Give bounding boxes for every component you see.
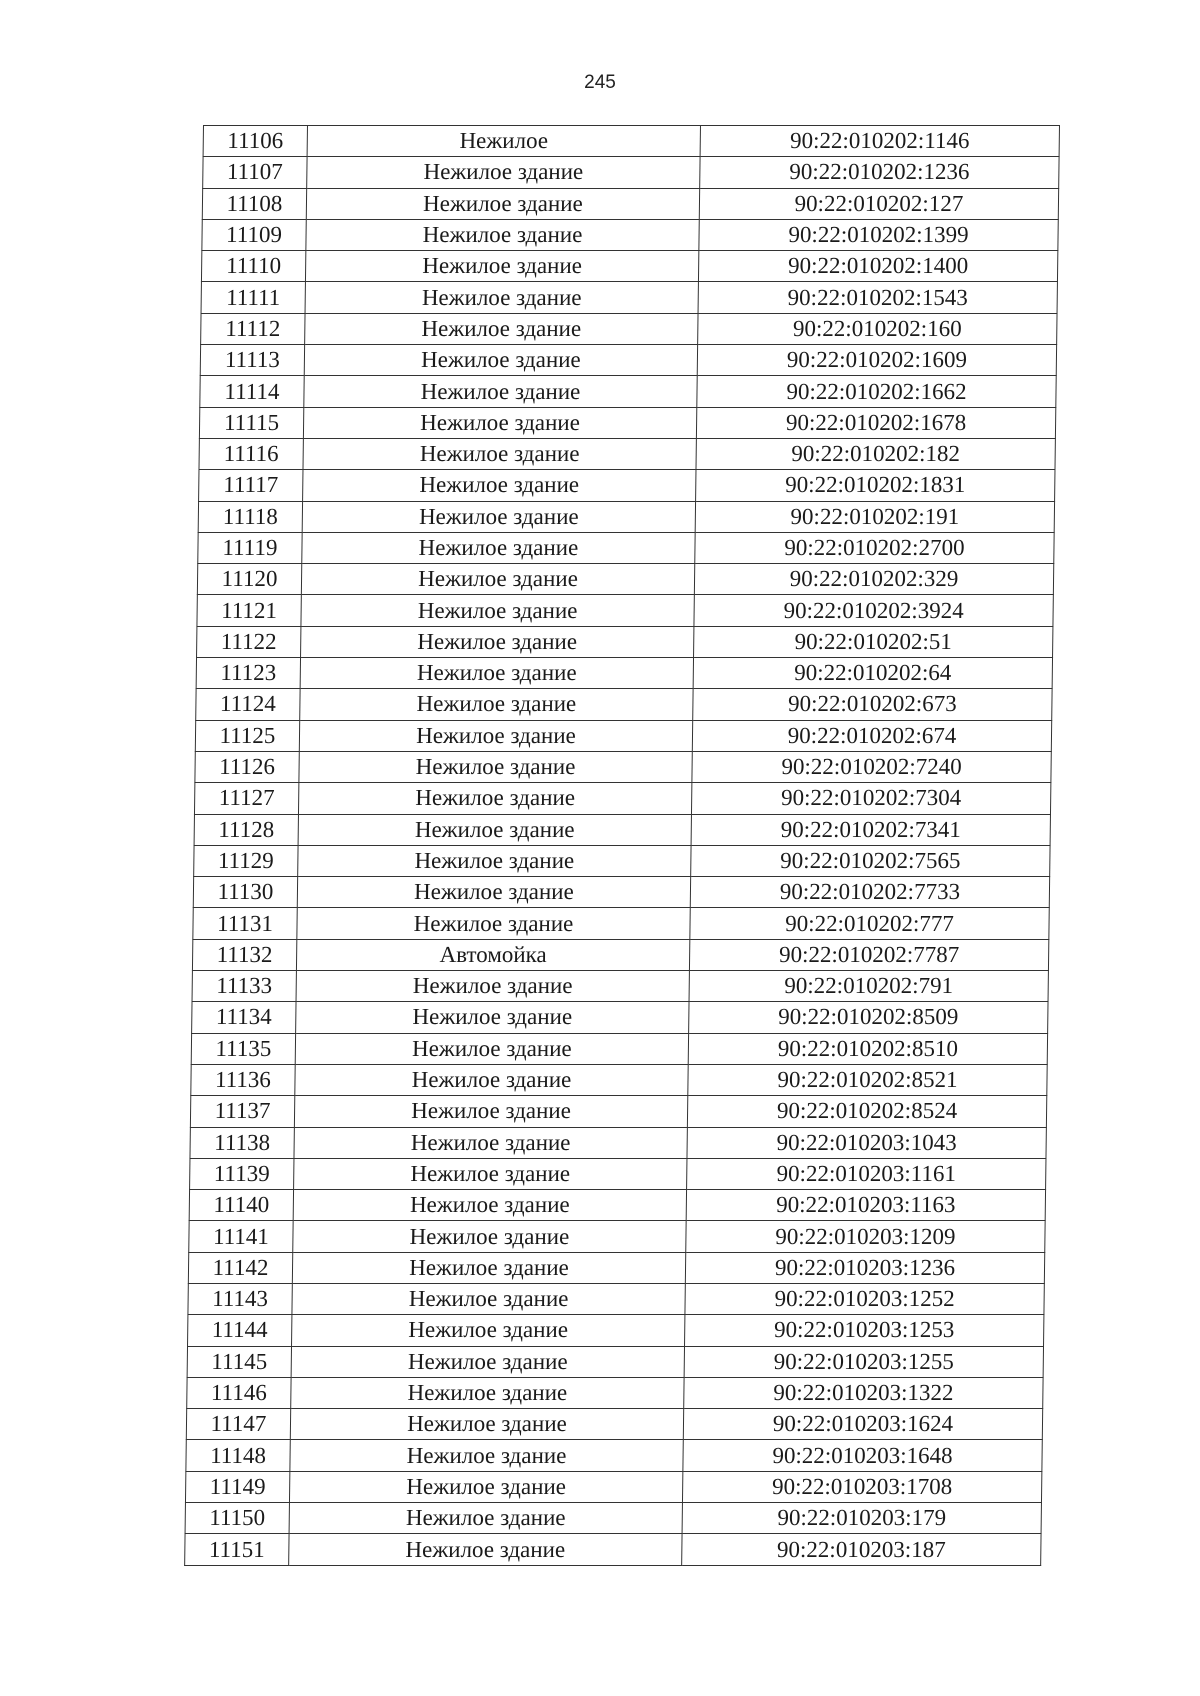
- object-name-cell: Нежилое здание: [296, 1002, 689, 1033]
- row-number-cell: 11137: [190, 1096, 294, 1127]
- row-number-cell: 11131: [193, 908, 297, 939]
- row-number-cell: 11119: [198, 532, 302, 563]
- table-row: [194, 814, 1050, 845]
- row-number-cell: 11116: [199, 438, 303, 469]
- table-row: [202, 219, 1058, 250]
- row-number-cell: 11146: [187, 1377, 291, 1408]
- row-number-cell: 11112: [201, 313, 305, 344]
- cadastral-number-cell: 90:22:010203:179: [682, 1503, 1041, 1534]
- object-name-cell: Нежилое здание: [305, 313, 698, 344]
- row-number-cell: 11124: [196, 689, 300, 720]
- row-number-cell: 11126: [195, 751, 299, 782]
- table-row: [185, 1503, 1041, 1534]
- table-row: [186, 1440, 1042, 1471]
- row-number-cell: 11134: [192, 1002, 296, 1033]
- object-name-cell: Нежилое здание: [298, 845, 691, 876]
- object-name-cell: Нежилое здание: [305, 251, 698, 282]
- table-row: [190, 1096, 1046, 1127]
- table-row: [194, 845, 1050, 876]
- table-row: [201, 251, 1057, 282]
- table-row: [199, 407, 1055, 438]
- row-number-cell: 11150: [185, 1503, 289, 1534]
- object-name-cell: Нежилое здание: [306, 188, 699, 219]
- object-name-cell: Нежилое здание: [291, 1377, 684, 1408]
- object-name-cell: Нежилое здание: [294, 1158, 687, 1189]
- row-number-cell: 11114: [200, 376, 304, 407]
- object-name-cell: Нежилое здание: [299, 720, 692, 751]
- cadastral-number-cell: 90:22:010203:1163: [686, 1190, 1045, 1221]
- table-row: [195, 720, 1051, 751]
- table-row: [197, 626, 1053, 657]
- table-row: [202, 188, 1058, 219]
- cadastral-number-cell: 90:22:010202:7240: [692, 751, 1051, 782]
- table-row: [199, 470, 1055, 501]
- object-name-cell: Нежилое здание: [293, 1221, 686, 1252]
- cadastral-number-cell: 90:22:010202:1399: [699, 219, 1058, 250]
- object-name-cell: Нежилое здание: [303, 470, 696, 501]
- object-name-cell: Нежилое здание: [291, 1346, 684, 1377]
- table-row: [187, 1346, 1043, 1377]
- row-number-cell: 11121: [197, 595, 301, 626]
- row-number-cell: 11117: [199, 470, 303, 501]
- table-row: [196, 658, 1052, 689]
- table-row: [203, 126, 1059, 157]
- cadastral-number-cell: 90:22:010203:1322: [684, 1377, 1043, 1408]
- cadastral-number-cell: 90:22:010202:1662: [697, 376, 1056, 407]
- row-number-cell: 11115: [199, 407, 303, 438]
- table-row: [187, 1377, 1043, 1408]
- row-number-cell: 11118: [198, 501, 302, 532]
- cadastral-number-cell: 90:22:010202:127: [699, 188, 1058, 219]
- cadastral-number-cell: 90:22:010202:1831: [696, 470, 1055, 501]
- cadastral-number-cell: 90:22:010202:7341: [691, 814, 1050, 845]
- table-row: [201, 282, 1057, 313]
- row-number-cell: 11135: [191, 1033, 295, 1064]
- row-number-cell: 11132: [192, 939, 296, 970]
- object-name-cell: Нежилое: [307, 126, 700, 157]
- table-row: [200, 345, 1056, 376]
- row-number-cell: 11140: [189, 1190, 293, 1221]
- row-number-cell: 11139: [190, 1158, 294, 1189]
- object-name-cell: Нежилое здание: [303, 407, 696, 438]
- row-number-cell: 11127: [194, 783, 298, 814]
- row-number-cell: 11130: [193, 877, 297, 908]
- object-name-cell: Нежилое здание: [303, 438, 696, 469]
- object-name-cell: Нежилое здание: [302, 501, 695, 532]
- row-number-cell: 11142: [188, 1252, 292, 1283]
- cadastral-number-cell: 90:22:010203:1209: [686, 1221, 1045, 1252]
- table-row: [203, 157, 1059, 188]
- row-number-cell: 11108: [202, 188, 306, 219]
- cadastral-number-cell: 90:22:010202:51: [694, 626, 1053, 657]
- row-number-cell: 11125: [195, 720, 299, 751]
- object-name-cell: Нежилое здание: [295, 1064, 688, 1095]
- row-number-cell: 11133: [192, 971, 296, 1002]
- row-number-cell: 11136: [191, 1064, 295, 1095]
- cadastral-number-cell: 90:22:010202:160: [698, 313, 1057, 344]
- object-name-cell: Нежилое здание: [294, 1096, 687, 1127]
- row-number-cell: 11106: [203, 126, 307, 157]
- row-number-cell: 11110: [201, 251, 305, 282]
- cadastral-number-cell: 90:22:010202:1146: [700, 126, 1059, 157]
- cadastral-number-cell: 90:22:010202:64: [693, 658, 1052, 689]
- cadastral-number-cell: 90:22:010203:1648: [683, 1440, 1042, 1471]
- row-number-cell: 11128: [194, 814, 298, 845]
- cadastral-number-cell: 90:22:010203:1043: [687, 1127, 1046, 1158]
- row-number-cell: 11129: [194, 845, 298, 876]
- cadastral-number-cell: 90:22:010202:7565: [691, 845, 1050, 876]
- table-row: [189, 1221, 1045, 1252]
- cadastral-number-cell: 90:22:010203:1236: [685, 1252, 1044, 1283]
- row-number-cell: 11111: [201, 282, 305, 313]
- row-number-cell: 11120: [197, 564, 301, 595]
- row-number-cell: 11147: [186, 1409, 290, 1440]
- row-number-cell: 11143: [188, 1283, 292, 1314]
- row-number-cell: 11145: [187, 1346, 291, 1377]
- object-name-cell: Нежилое здание: [298, 814, 691, 845]
- object-name-cell: Нежилое здание: [292, 1315, 685, 1346]
- cadastral-number-cell: 90:22:010202:777: [690, 908, 1049, 939]
- cadastral-number-cell: 90:22:010202:1609: [697, 345, 1056, 376]
- cadastral-number-cell: 90:22:010202:191: [695, 501, 1054, 532]
- cadastral-number-cell: 90:22:010202:8524: [687, 1096, 1046, 1127]
- property-table-body: [185, 126, 1060, 1566]
- cadastral-number-cell: 90:22:010202:8521: [688, 1064, 1047, 1095]
- table-row: [197, 564, 1053, 595]
- object-name-cell: Нежилое здание: [304, 376, 697, 407]
- cadastral-number-cell: 90:22:010202:1400: [698, 251, 1057, 282]
- table-row: [195, 751, 1051, 782]
- row-number-cell: 11109: [202, 219, 306, 250]
- cadastral-number-cell: 90:22:010203:1253: [685, 1315, 1044, 1346]
- cadastral-number-cell: 90:22:010202:1678: [696, 407, 1055, 438]
- table-row: [191, 1033, 1047, 1064]
- table-row: [197, 595, 1053, 626]
- row-number-cell: 11141: [189, 1221, 293, 1252]
- object-name-cell: Нежилое здание: [293, 1190, 686, 1221]
- cadastral-number-cell: 90:22:010202:329: [694, 564, 1053, 595]
- table-row: [189, 1190, 1045, 1221]
- cadastral-number-cell: 90:22:010202:791: [689, 971, 1048, 1002]
- cadastral-number-cell: 90:22:010202:182: [696, 438, 1055, 469]
- cadastral-number-cell: 90:22:010202:1236: [700, 157, 1059, 188]
- object-name-cell: Нежилое здание: [295, 1033, 688, 1064]
- cadastral-number-cell: 90:22:010202:7733: [690, 877, 1049, 908]
- object-name-cell: Нежилое здание: [296, 971, 689, 1002]
- table-row: [194, 783, 1050, 814]
- row-number-cell: 11151: [185, 1534, 289, 1565]
- object-name-cell: Нежилое здание: [290, 1440, 683, 1471]
- object-name-cell: Нежилое здание: [301, 595, 694, 626]
- cadastral-number-cell: 90:22:010203:1255: [684, 1346, 1043, 1377]
- cadastral-number-cell: 90:22:010203:1708: [682, 1471, 1041, 1502]
- row-number-cell: 11113: [200, 345, 304, 376]
- object-name-cell: Нежилое здание: [300, 658, 693, 689]
- row-number-cell: 11107: [203, 157, 307, 188]
- object-name-cell: Нежилое здание: [292, 1283, 685, 1314]
- cadastral-number-cell: 90:22:010202:8510: [688, 1033, 1047, 1064]
- table-row: [196, 689, 1052, 720]
- object-name-cell: Нежилое здание: [301, 564, 694, 595]
- cadastral-number-cell: 90:22:010202:7304: [691, 783, 1050, 814]
- cadastral-number-cell: 90:22:010202:2700: [695, 532, 1054, 563]
- cadastral-number-cell: 90:22:010203:1252: [685, 1283, 1044, 1314]
- object-name-cell: Нежилое здание: [297, 877, 690, 908]
- object-name-cell: Нежилое здание: [299, 751, 692, 782]
- cadastral-number-cell: 90:22:010202:1543: [698, 282, 1057, 313]
- table-row: [198, 532, 1054, 563]
- row-number-cell: 11144: [188, 1315, 292, 1346]
- table-row: [185, 1534, 1041, 1565]
- object-name-cell: Автомойка: [296, 939, 689, 970]
- table-row: [190, 1158, 1046, 1189]
- table-row: [188, 1283, 1044, 1314]
- cadastral-number-cell: 90:22:010203:1624: [683, 1409, 1042, 1440]
- table-row: [191, 1064, 1047, 1095]
- object-name-cell: Нежилое здание: [304, 345, 697, 376]
- table-row: [186, 1409, 1042, 1440]
- object-name-cell: Нежилое здание: [302, 532, 695, 563]
- cadastral-number-cell: 90:22:010202:3924: [694, 595, 1053, 626]
- table-row: [190, 1127, 1046, 1158]
- row-number-cell: 11122: [197, 626, 301, 657]
- page-number: 245: [584, 72, 616, 93]
- table-row: [192, 1002, 1048, 1033]
- cadastral-number-cell: 90:22:010202:7787: [689, 939, 1048, 970]
- table-row: [198, 501, 1054, 532]
- table-row: [193, 908, 1049, 939]
- object-name-cell: Нежилое здание: [289, 1503, 682, 1534]
- object-name-cell: Нежилое здание: [292, 1252, 685, 1283]
- table-row: [200, 376, 1056, 407]
- row-number-cell: 11138: [190, 1127, 294, 1158]
- table-row: [192, 971, 1048, 1002]
- object-name-cell: Нежилое здание: [305, 282, 698, 313]
- row-number-cell: 11149: [185, 1471, 289, 1502]
- object-name-cell: Нежилое здание: [289, 1534, 682, 1565]
- property-table: [184, 125, 1060, 1566]
- table-row: [199, 438, 1055, 469]
- object-name-cell: Нежилое здание: [300, 689, 693, 720]
- cadastral-number-cell: 90:22:010202:674: [692, 720, 1051, 751]
- object-name-cell: Нежилое здание: [290, 1409, 683, 1440]
- table-row: [192, 939, 1048, 970]
- table-row: [193, 877, 1049, 908]
- cadastral-number-cell: 90:22:010203:187: [682, 1534, 1041, 1565]
- object-name-cell: Нежилое здание: [297, 908, 690, 939]
- table-row: [188, 1315, 1044, 1346]
- object-name-cell: Нежилое здание: [298, 783, 691, 814]
- table-row: [185, 1471, 1041, 1502]
- table-row: [201, 313, 1057, 344]
- table-row: [188, 1252, 1044, 1283]
- cadastral-number-cell: 90:22:010202:8509: [689, 1002, 1048, 1033]
- cadastral-number-cell: 90:22:010202:673: [693, 689, 1052, 720]
- object-name-cell: Нежилое здание: [306, 219, 699, 250]
- object-name-cell: Нежилое здание: [307, 157, 700, 188]
- row-number-cell: 11148: [186, 1440, 290, 1471]
- cadastral-number-cell: 90:22:010203:1161: [687, 1158, 1046, 1189]
- object-name-cell: Нежилое здание: [289, 1471, 682, 1502]
- object-name-cell: Нежилое здание: [294, 1127, 687, 1158]
- row-number-cell: 11123: [196, 658, 300, 689]
- object-name-cell: Нежилое здание: [301, 626, 694, 657]
